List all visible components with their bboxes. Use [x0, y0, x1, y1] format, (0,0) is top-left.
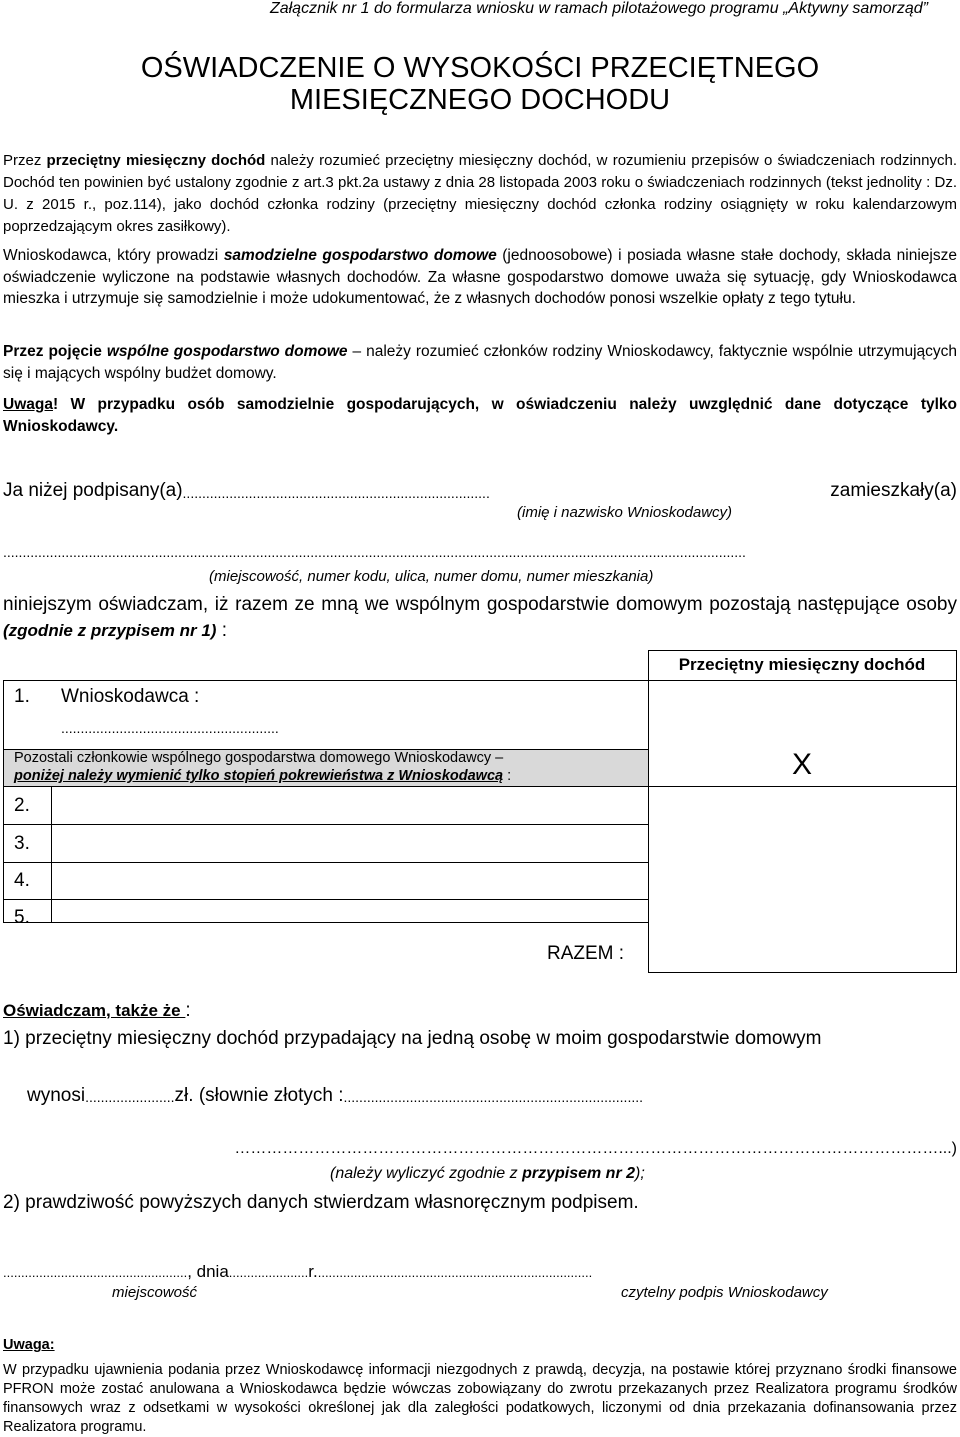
hint-place: miejscowość [112, 1284, 198, 1301]
table-border-bottom-right [648, 972, 957, 973]
declaration-name-line [3, 480, 957, 506]
hint-address: (miejscowość, numer kodu, ulica, numer domu, numer mieszkania) [209, 568, 654, 585]
text-run: : [503, 768, 512, 784]
item-1: 1) przeciętny miesięczny dochód przypadający na jedną osobę w moim gospodarstwie domowym [3, 1028, 822, 1049]
text-run: , dnia [187, 1262, 229, 1281]
table-border-row4 [3, 899, 648, 900]
hint-signature: czytelny podpis Wnioskodawcy [621, 1284, 828, 1301]
text-run-bold: przeciętny miesięczny dochód [46, 152, 266, 169]
text-run: : [216, 620, 228, 641]
table-border-header [3, 680, 957, 681]
address-fill-dots: ............................................................................................................................................................................................... [3, 544, 746, 560]
title-line-1: OŚWIADCZENIE O WYSOKOŚCI PRZECIĘTNEGO [140, 52, 820, 84]
table-border-row5 [3, 922, 648, 923]
row-number-5: 5. [14, 907, 30, 928]
table-border-shaded [3, 786, 957, 787]
household-table [0, 650, 960, 980]
title-line-2: MIESIĘCZNEGO DOCHODU [289, 84, 671, 116]
table-border-right [956, 650, 957, 972]
paragraph-shared-household [3, 341, 957, 385]
paragraph-definition [3, 150, 957, 238]
document-title [0, 52, 960, 116]
text-run-bold-italic: (zgodnie z przypisem nr 1) [3, 621, 217, 640]
text-run: – należy rozumieć członków rodziny Wnioskodawcy, faktycznie wspólnie utrzymujących się i mających wspólny budżet domowy. [3, 343, 958, 382]
text-run: r. [308, 1262, 318, 1281]
text-run-bold: przypisem nr 2 [522, 1165, 636, 1182]
row-number-1: 1. [14, 686, 30, 707]
applicant-fill-dots: ........................................................ [61, 720, 279, 736]
signature-line [3, 1262, 957, 1284]
row-label-applicant: Wnioskodawca : [61, 686, 200, 707]
amount-line [27, 1085, 957, 1109]
table-border-row3 [3, 862, 648, 863]
row-number-3: 3. [14, 833, 30, 854]
declaration-prefix: Ja niżej podpisany(a) [3, 480, 183, 501]
household-statement [3, 592, 957, 644]
column-header-income: Przeciętny miesięczny dochód [678, 655, 926, 674]
item-2: 2) prawdziwość powyższych danych stwierdzam własnoręcznym podpisem. [3, 1192, 639, 1213]
warning-label: Uwaga [3, 396, 53, 413]
hint-calc [330, 1165, 645, 1183]
text-run-bold: Przez pojęcie [3, 343, 107, 360]
place-fill-dots: ................................................... [3, 1265, 188, 1280]
signature-fill-dots: ............................................................................ [317, 1265, 593, 1280]
text-run-bold-italic: samodzielne gospodarstwo domowe [223, 247, 497, 264]
text-run: zł. (słownie złotych : [174, 1085, 344, 1106]
x-mark: X [791, 748, 812, 781]
text-run: Wnioskodawca, który prowadzi [3, 247, 224, 264]
amount-fill-dots: ....................... [85, 1089, 175, 1105]
table-border-number-col [51, 786, 52, 922]
hint-name: (imię i nazwisko Wnioskodawcy) [517, 504, 733, 521]
table-border-row2 [3, 824, 648, 825]
table-border-mid [648, 650, 649, 972]
footer-note-title: Uwaga: [3, 1337, 55, 1353]
paragraph-own-household [3, 245, 957, 310]
name-fill-dots: ............................................................................... [182, 485, 490, 501]
date-fill-dots: ...................... [228, 1265, 309, 1280]
text-run: należy rozumieć przeciętny miesięczny dochód, w rozumieniu przepisów o świadczeniach rodzinnych. Dochód ten powinien być ustalony zgodnie z art.3 pkt.2a ustawy z dnia 28 listopada 2003 roku o świadczeniach rodzinnych (tekst jednolity : Dz. U. z 2015 r., poz.114), jako dochód członka rodziny (przeciętny miesięczny dochód członka rodziny osiągnięty w roku kalendarzowym poprzedzającym okres zasiłkowy). [3, 152, 957, 235]
text-run-bold-italic: wspólne gospodarstwo domowe [106, 343, 348, 360]
footer-note-text: W przypadku ujawnienia podania przez Wnioskodawcę informacji niezgodnych z prawdą, decyzja, na postawie której przyznano środki finansowe PFRON może zostać anulowana a Wnioskodawca będzie wówczas zobowiązany do zwrotu przekazanych przez Realizatora programu środków finansowych wraz z odsetkami w wysokości określonej jak dla zaległości podatkowych, liczonymi od dnia przekazania dofinansowania przez Realizatora programu. [3, 1362, 957, 1435]
text-run: niniejszym oświadczam, iż razem ze mną we wspólnym gospodarstwie domowym pozostają następujące osoby [3, 594, 957, 615]
other-members-line-2: poniżej należy wymienić tylko stopień pokrewieństwa z Wnioskodawcą [14, 768, 504, 784]
text-run: wynosi [27, 1085, 86, 1106]
other-members-note [14, 749, 644, 785]
text-run: ); [635, 1165, 645, 1182]
also-declare-label: Oświadczam, także że [3, 1001, 186, 1020]
declaration-residence: zamieszkały(a) [830, 480, 957, 501]
total-label: RAZEM : [547, 943, 625, 964]
also-declare-heading [3, 1000, 191, 1022]
text-run-bold: ! W przypadku osób samodzielnie gospodarujących, w oświadczeniu należy uwzględnić dane dotyczące tylko Wnioskodawcy. [3, 396, 957, 435]
text-run: (należy wyliczyć zgodnie z [330, 1165, 523, 1182]
row-number-2: 2. [14, 795, 30, 816]
words-continuation-dots: ……………………………………………………………………………………………………………………...) [234, 1140, 957, 1157]
text-run: (jednoosobowe) i posiada własne stałe dochody, składa niniejsze oświadczenie wyliczone na podstawie własnych dochodów. Za własne gospodarstwo domowe uważa się sytuację, gdy Wnioskodawca mieszka i utrzymuje się samodzielnie i może udokumentować, że z własnych dochodów ponosi wszelkie opłaty z tego tytułu. [3, 247, 957, 307]
words-fill-dots: ............................................................................. [343, 1089, 644, 1105]
table-border-top-right [648, 650, 957, 651]
text-run: : [185, 1000, 191, 1021]
paragraph-warning [3, 394, 957, 437]
text-run: Przez [3, 152, 47, 169]
attachment-note: Załącznik nr 1 do formularza wniosku w ramach pilotażowego programu „Aktywny samorząd” [269, 0, 928, 17]
table-border-left [3, 680, 4, 922]
row-number-4: 4. [14, 870, 30, 891]
other-members-line-1: Pozostali członkowie wspólnego gospodarstwa domowego Wnioskodawcy – [14, 750, 504, 766]
